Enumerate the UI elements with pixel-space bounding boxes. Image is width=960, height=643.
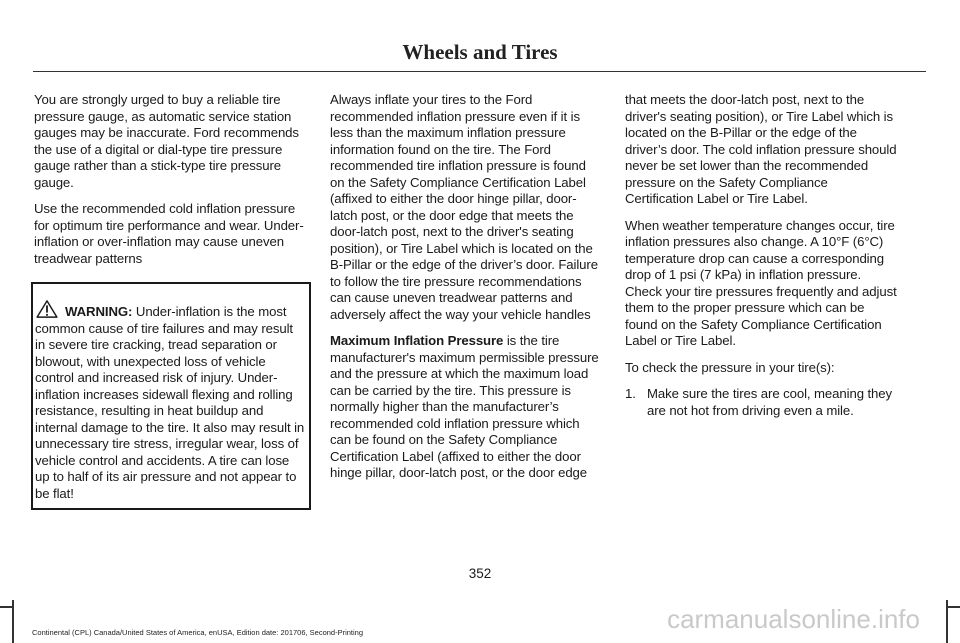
column-1 <box>34 92 308 510</box>
column-3 <box>625 92 897 419</box>
warning-label: WARNING: <box>65 304 133 319</box>
watermark: carmanualsonline.info <box>667 604 920 634</box>
page-title: Wheels and Tires <box>402 40 558 64</box>
list-number: 1. <box>625 386 636 401</box>
crop-mark <box>947 606 960 608</box>
term-bold: Maximum Inflation Pressure <box>330 333 504 348</box>
list-text: Make sure the tires are cool, meaning they are not hot from driving even a mile. <box>647 386 893 418</box>
column-2 <box>330 92 602 492</box>
crop-mark <box>12 600 14 643</box>
list-item <box>625 386 897 419</box>
term-definition: is the tire manufacturer's maximum permissible pressure and the pressure at which the maximum load can be carried by the tire. This pressure is normally higher than the manufacturer’s recommended cold inflation pressure which can be found on the Safety Compliance Certification Label (affixed to either the door hinge pillar, door-latch post, or the door edge <box>330 333 599 480</box>
paragraph: that meets the door-latch post, next to the driver's seating position), or Tire Label which is located on the B-Pillar or the edge of the driver’s door. The cold inflation pressure should never be set lower than the recommended pressure on the Safety Compliance Certification Label or Tire Label. <box>625 92 897 206</box>
header-divider <box>33 71 926 72</box>
crop-mark <box>0 606 12 608</box>
warning-box <box>31 282 311 510</box>
paragraph: To check the pressure in your tire(s): <box>625 359 835 375</box>
page-number: 352 <box>468 566 492 581</box>
paragraph: When weather temperature changes occur, tire inflation pressures also change. A 10°F (6°C) temperature drop can cause a corresponding drop of 1 psi (7 kPa) in inflation pressure. Check your tire pressures frequently and adjust them to the proper pressure which can be found on the Safety Compliance Certification Label or Tire Label. <box>625 217 897 348</box>
paragraph: Use the recommended cold inflation pressure for optimum tire performance and wear. Under-inflation or over-inflation may cause uneven treadwear patterns <box>34 201 304 266</box>
warning-triangle-icon <box>35 300 59 318</box>
paragraph <box>330 333 602 482</box>
warning-body: Under-inflation is the most common cause of tire failures and may result in severe tire cracking, tread separation or blowout, with unexpected loss of vehicle control and increased risk of injury. Under-inflation increases sidewall flexing and rolling resistance, resulting in heat buildup and internal damage to the tire. It also may result in unnecessary tire stress, irregular wear, loss of vehicle control and accidents. A tire can lose up to half of its air pressure and not appear to be flat! <box>35 304 305 501</box>
edition-footer: Continental (CPL) Canada/United States of America, enUSA, Edition date: 201706, Second-Printing <box>32 628 364 637</box>
paragraph: You are strongly urged to buy a reliable tire pressure gauge, as automatic service station gauges may be inaccurate. Ford recommends the use of a digital or dial-type tire pressure gauge rather than a stick-type tire pressure gauge. <box>34 92 299 190</box>
warning-text <box>35 300 305 502</box>
paragraph: Always inflate your tires to the Ford recommended inflation pressure even if it is less than the maximum inflation pressure information found on the tire. The Ford recommended tire inflation pressure is found on the Safety Compliance Certification Label (affixed to either the door hinge pillar, door-latch post, or the door edge that meets the door-latch post, next to the driver's seating position), or Tire Label which is located on the B-Pillar or the edge of the driver’s door. Failure to follow the tire pressure recommendations can cause uneven treadwear patterns and adversely affect the way your vehicle handles <box>330 92 598 322</box>
